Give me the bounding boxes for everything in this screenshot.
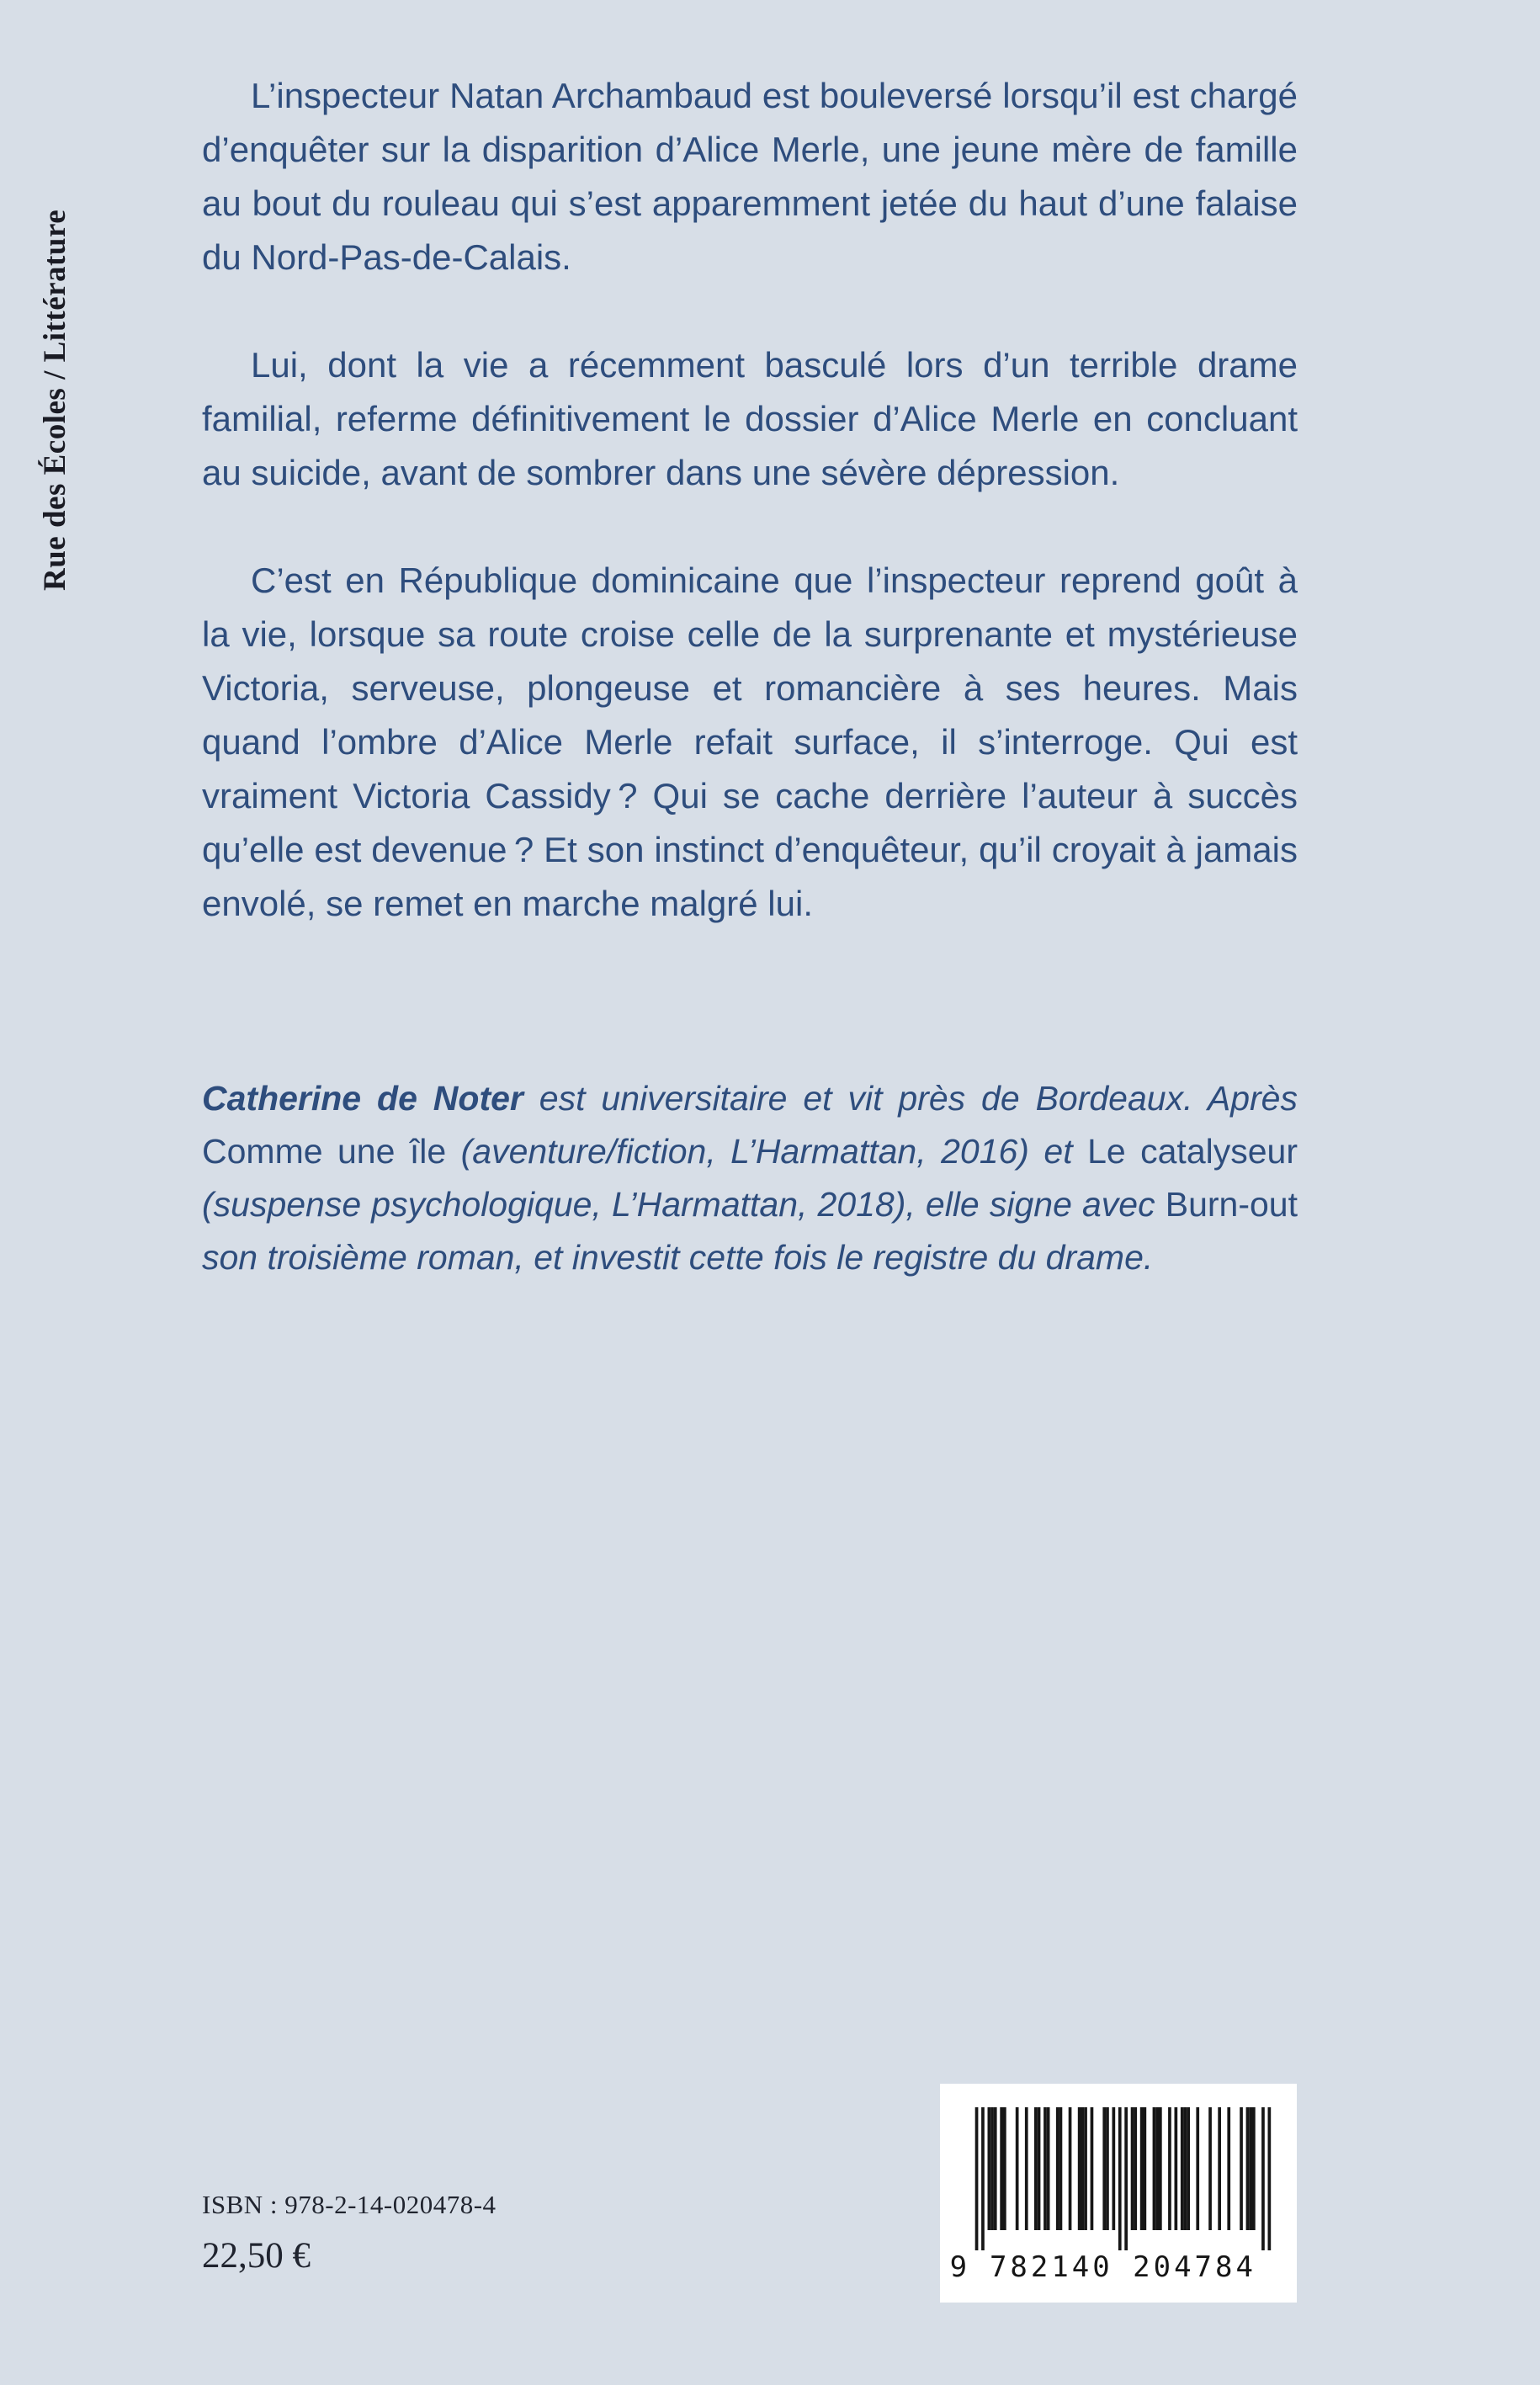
synopsis-paragraph-3: C’est en République dominicaine que l’inspecteur reprend goût à la vie, lorsque sa route croise celle de la surprenante et mystérieuse Victoria, serveuse, plongeuse et romancière à ses heures. Mais quand l’ombre d’Alice Merle refait surface, il s’interroge. Qui est vraiment Victoria Cassidy ? Qui se cache derrière l’auteur à succès qu’elle est devenue ? Et son instinct d’enquêteur, qu’il croyait à jamais envolé, se remet en marche malgré lui. [202,560,1298,923]
ean13-barcode [941,2104,1296,2282]
price-text: 22,50 € [202,2236,311,2276]
collection-label: Rue des Écoles / Littérature [38,209,72,591]
synopsis-paragraph-2: Lui, dont la vie a récemment basculé lors d’un terrible drame familial, referme définitivement le dossier d’Alice Merle en concluant au suicide, avant de sombrer dans une sévère dépression. [202,345,1298,492]
svg-text:782140: 782140 [990,2250,1113,2282]
isbn-text: ISBN : 978-2-14-020478-4 [202,2190,497,2219]
book-title-2: Le catalyseur [1087,1132,1298,1171]
svg-text:204784: 204784 [1133,2250,1257,2282]
author-bio [202,1072,1298,1284]
bio-text: (suspense psychologique, L’Harmattan, 2018), elle signe avec [202,1185,1166,1224]
bio-text: est universitaire et vit près de Bordeaux. Après [523,1079,1298,1118]
book-title-3: Burn-out [1165,1185,1298,1224]
svg-text:9: 9 [949,2250,971,2282]
bio-text: son troisième roman, et investit cette fois le registre du drame. [202,1238,1154,1277]
synopsis [202,69,1298,1284]
synopsis-paragraph-1: L’inspecteur Natan Archambaud est bouleversé lorsqu’il est chargé d’enquêter sur la disparition d’Alice Merle, une jeune mère de famille au bout du rouleau qui s’est apparemment jetée du haut d’une falaise du Nord-Pas-de-Calais. [202,76,1298,277]
bio-text: (aventure/fiction, L’Harmattan, 2016) et [446,1132,1088,1171]
author-name: Catherine de Noter [202,1079,523,1118]
barcode-panel [940,2084,1297,2303]
book-title-1: Comme une île [202,1132,447,1171]
